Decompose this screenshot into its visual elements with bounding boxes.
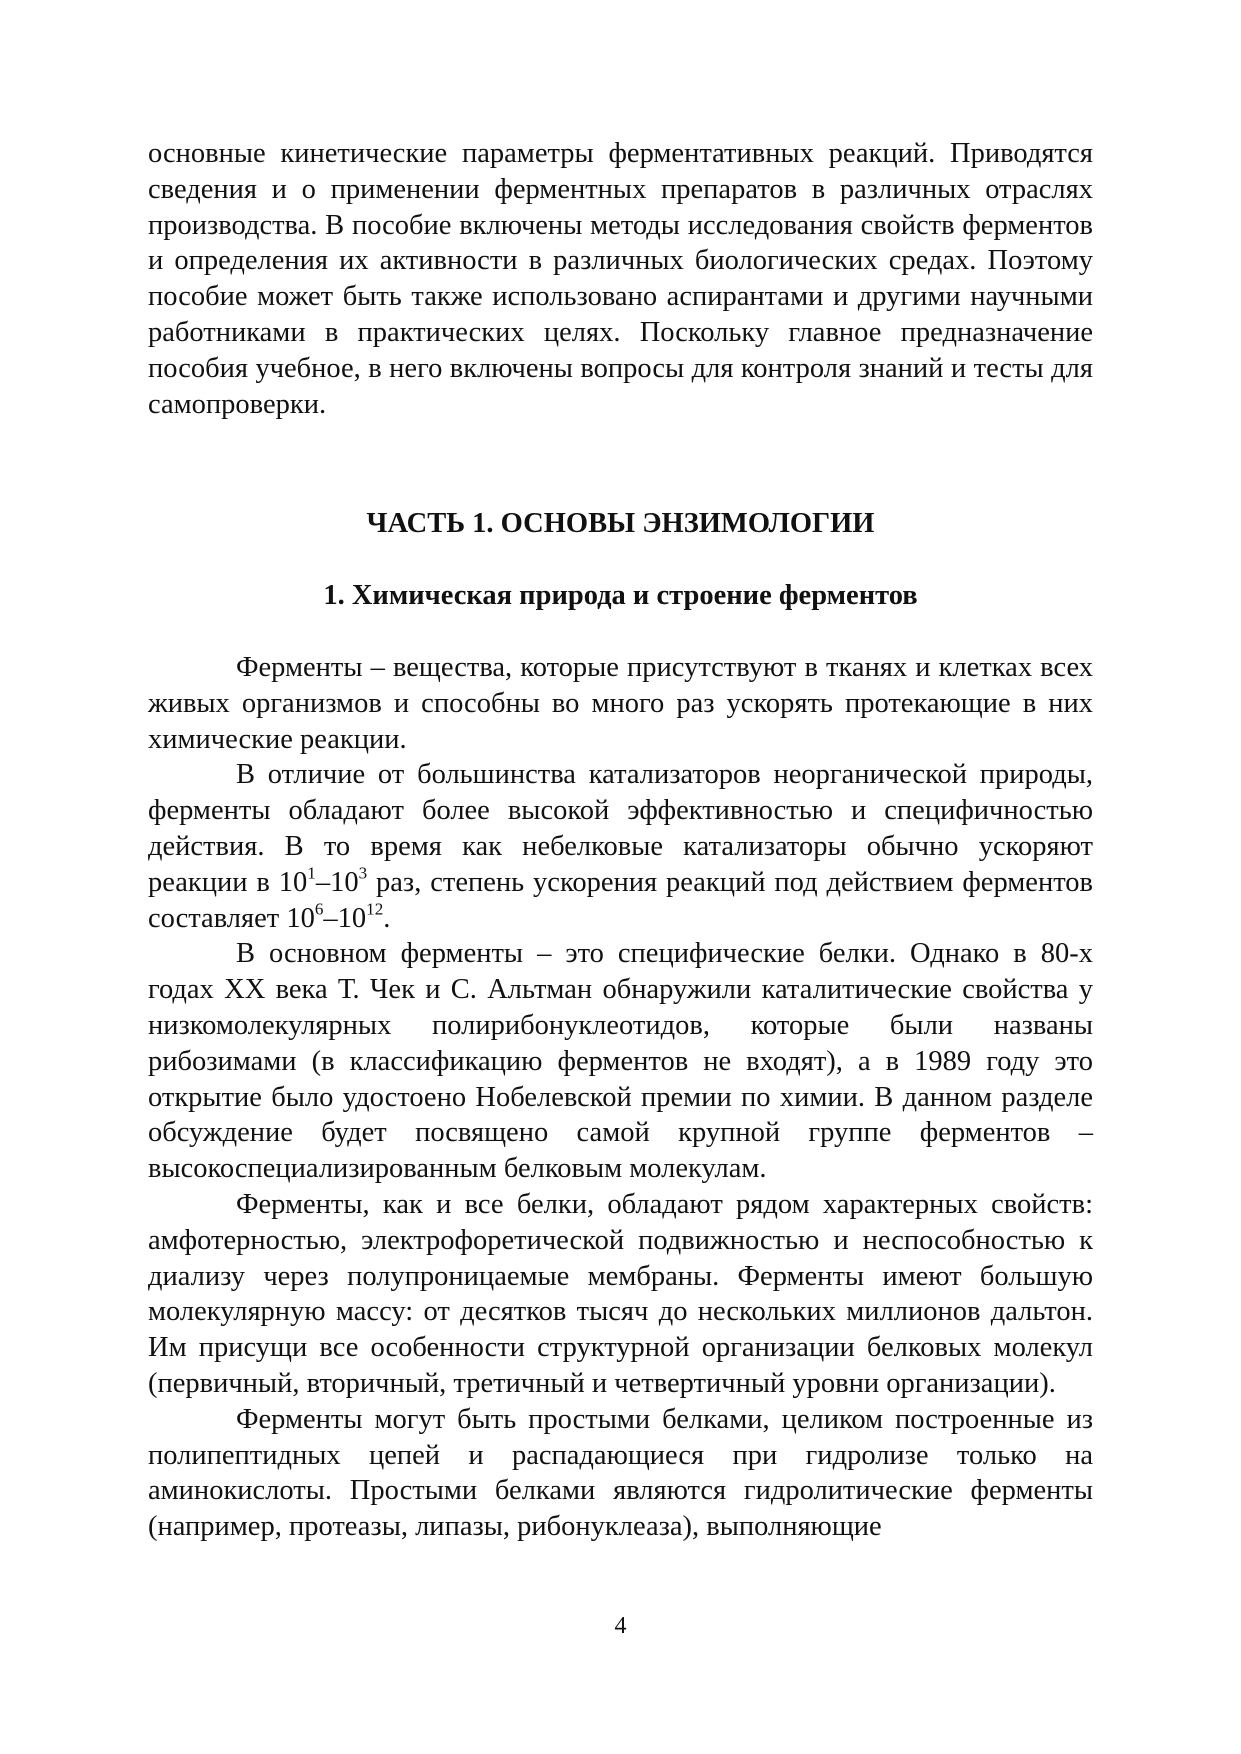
exponent-3: 3 bbox=[358, 863, 368, 883]
part-title: ЧАСТЬ 1. ОСНОВЫ ЭНЗИМОЛОГИИ bbox=[366, 508, 875, 539]
efficiency-text-2: раз, степень ускорения реакций под действием ферментов составляет 10 bbox=[148, 866, 1093, 934]
paragraph-efficiency bbox=[148, 757, 1093, 936]
paragraph-ribozymes: В основном ферменты – это специфические белки. Однако в 80-х годах XX века Т. Чек и С. Альтман обнаружили каталитические свойства у низкомолекулярных полирибонуклеотидов, которые были названы рибозимами (в классификацию ферментов не входят), а в 1989 году это открытие было удостоено Нобелевской премии по химии. В данном разделе обсуждение будет посвящено самой крупной группе ферментов – высокоспециализированным белковым молекулам. bbox=[148, 938, 1093, 1185]
section-title: 1. Химическая природа и строение ферментов bbox=[323, 580, 918, 611]
page-number: 4 bbox=[614, 1613, 627, 1639]
document-page bbox=[148, 136, 1093, 1716]
efficiency-text-end: . bbox=[383, 902, 391, 934]
intro-paragraph: основные кинетические параметры ферментативных реакций. Приводятся сведения и о применении ферментных препаратов в различных отраслях производства. В пособие включены методы исследования свойств ферментов и определения их активности в различных биологических средах. Поэтому пособие может быть также использовано аспирантами и другими научными работниками в практических целях. Поскольку главное предназначение пособия учебное, в него включены вопросы для контроля знаний и тесты для самопроверки. bbox=[148, 138, 1093, 420]
range-dash-1: –10 bbox=[315, 866, 359, 898]
intro-block bbox=[148, 136, 1093, 422]
paragraph-properties: Ферменты, как и все белки, обладают рядом характерных свойств: амфотерностью, электрофоретической подвижностью и неспособностью к диализу через полупроницаемые мембраны. Ферменты имеют большую молекулярную массу: от десятков тысяч до нескольких миллионов дальтон. Им присущи все особенности структурной организации белковых молекул (первичный, вторичный, третичный и четвертичный уровни организации). bbox=[148, 1188, 1093, 1399]
exponent-1: 1 bbox=[307, 863, 316, 883]
range-dash-2: –10 bbox=[323, 902, 367, 934]
section-body bbox=[148, 650, 1093, 1545]
exponent-12: 12 bbox=[366, 899, 384, 919]
efficiency-text-1: В отличие от большинства катализаторов неорганической природы, ферменты обладают более высокой эффективностью и специфичностью действия. В то время как небелковые катализаторы обычно ускоряют реакции в 10 bbox=[148, 759, 1093, 898]
exponent-6: 6 bbox=[314, 899, 324, 919]
paragraph-simple-proteins: Ферменты могут быть простыми белками, целиком построенные из полипептидных цепей и распадающиеся при гидролизе только на аминокислоты. Простыми белками являются гидролитические ферменты (например, протеазы, липазы, рибонуклеаза), выполняющие bbox=[148, 1403, 1093, 1543]
paragraph-definition: Ферменты – вещества, которые присутствуют в тканях и клетках всех живых организмов и способны во много раз ускорять протекающие в них химические реакции. bbox=[148, 652, 1093, 755]
